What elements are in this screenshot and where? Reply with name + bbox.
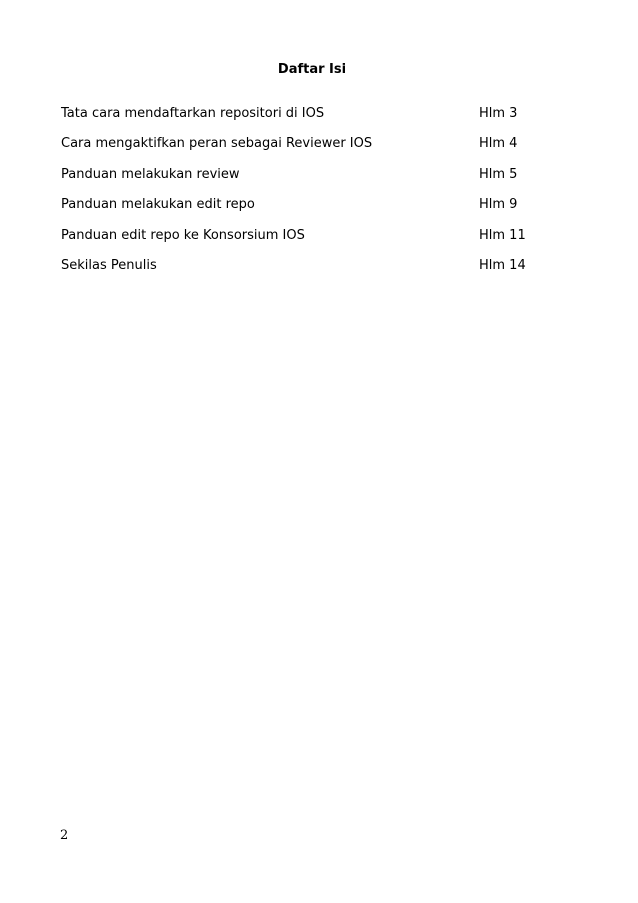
toc-entry-label: Panduan melakukan review — [61, 166, 240, 182]
toc-entry-label: Panduan edit repo ke Konsorsium IOS — [61, 227, 305, 243]
toc-entry — [61, 228, 541, 258]
toc-entry-page: Hlm 14 — [479, 257, 526, 273]
toc-entry — [61, 258, 541, 288]
toc-entry — [61, 167, 541, 197]
toc-entry-label: Cara mengaktifkan peran sebagai Reviewer IOS — [61, 136, 373, 152]
toc-entry-page: Hlm 9 — [479, 197, 518, 213]
table-of-contents — [61, 106, 541, 288]
toc-entry-label: Tata cara mendaftarkan repositori di IOS — [61, 106, 325, 121]
toc-entry-page: Hlm 11 — [479, 227, 526, 243]
toc-entry-page: Hlm 3 — [479, 106, 518, 121]
toc-entry-label: Panduan melakukan edit repo — [61, 197, 255, 213]
toc-entry-page: Hlm 4 — [479, 136, 518, 152]
page-title: Daftar Isi — [277, 62, 347, 77]
toc-entry — [61, 197, 541, 227]
toc-entry — [61, 136, 541, 166]
toc-entry-label: Sekilas Penulis — [61, 257, 157, 273]
page-number: 2 — [60, 828, 69, 843]
toc-entry-page: Hlm 5 — [479, 166, 518, 182]
toc-entry — [61, 106, 541, 136]
